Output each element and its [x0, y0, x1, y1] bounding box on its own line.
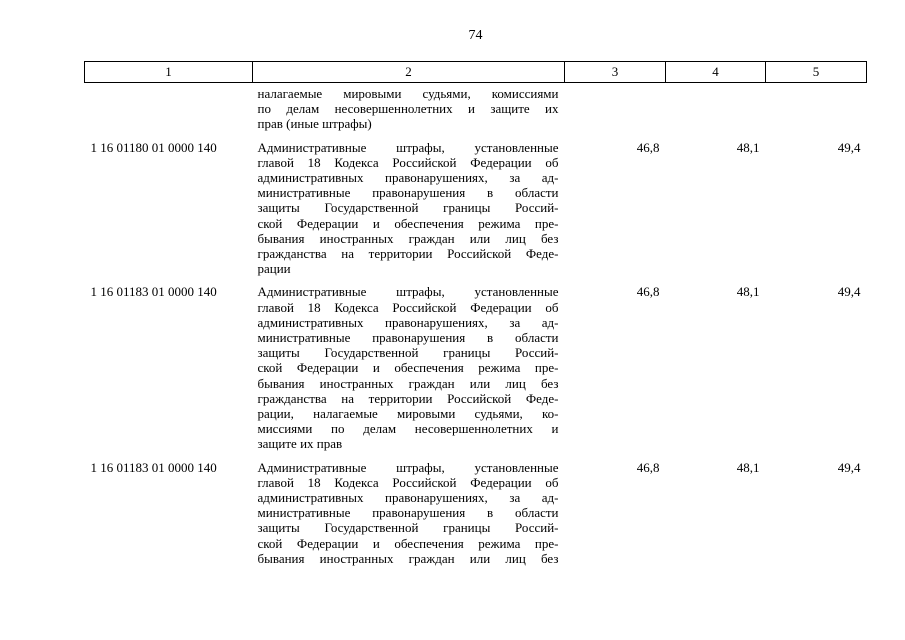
text-line: ской Федерации и обеспечения режима пре- — [257, 215, 559, 231]
value-col-3: 46,8 — [636, 139, 660, 155]
header-col-4: 4 — [666, 62, 766, 83]
text-line: миссиями по делам несовершеннолетних и — [257, 421, 559, 437]
code-cell: 1 16 01183 01 0000 140 — [90, 284, 217, 300]
text-line: налагаемые мировыми судьями, комиссиями — [257, 86, 559, 101]
text-line: Административные штрафы, установленные — [257, 284, 559, 300]
table-row — [85, 132, 867, 277]
text-line: главой 18 Кодекса Российской Федерации об — [257, 474, 559, 490]
table-header — [85, 62, 867, 83]
text-line: бывания иностранных граждан или лиц без — [257, 230, 559, 246]
text-line: Административные штрафы, установленные — [257, 139, 559, 155]
header-col-5: 5 — [766, 62, 867, 83]
text-line: рации — [257, 261, 291, 277]
description-cell — [253, 132, 565, 277]
text-line: Административные штрафы, установленные — [257, 459, 559, 475]
text-line: прав (иные штрафы) — [257, 116, 372, 132]
code-cell: 1 16 01180 01 0000 140 — [90, 139, 217, 155]
text-line: защиты Государственной границы Россий- — [257, 345, 559, 361]
header-row — [85, 62, 867, 83]
value-col-5: 49,4 — [837, 459, 861, 475]
text-line: защиты Государственной границы Россий- — [257, 520, 559, 536]
text-line: административных правонарушениях, за ад- — [257, 314, 559, 330]
text-line: административных правонарушениях, за ад- — [257, 490, 559, 506]
header-col-2: 2 — [253, 62, 565, 83]
value-col-4: 48,1 — [736, 459, 760, 475]
table-body — [85, 83, 867, 567]
text-line: административных правонарушениях, за ад- — [257, 170, 559, 186]
continuation-code-cell — [85, 83, 253, 132]
table-row-continuation — [85, 83, 867, 132]
code-cell: 1 16 01183 01 0000 140 — [90, 459, 217, 475]
value-col-5: 49,4 — [837, 284, 861, 300]
header-col-3: 3 — [565, 62, 666, 83]
text-line: главой 18 Кодекса Российской Федерации об — [257, 299, 559, 315]
text-line: ской Федерации и обеспечения режима пре- — [257, 535, 559, 551]
text-line: рации, налагаемые мировыми судьями, ко- — [257, 406, 559, 422]
text-line: по делам несовершеннолетних и защите их — [257, 101, 559, 117]
table-row — [85, 276, 867, 451]
text-line: бывания иностранных граждан или лиц без — [257, 375, 559, 391]
text-line: ской Федерации и обеспечения режима пре- — [257, 360, 559, 376]
text-line: защите их прав — [257, 436, 343, 452]
text-line: гражданства на территории Российской Феде- — [257, 390, 559, 406]
description-cell — [253, 452, 565, 566]
text-line: главой 18 Кодекса Российской Федерации об — [257, 154, 559, 170]
table-row — [85, 452, 867, 566]
header-col-1: 1 — [85, 62, 253, 83]
value-col-4: 48,1 — [736, 139, 760, 155]
value-col-3: 46,8 — [636, 284, 660, 300]
value-col-4: 48,1 — [736, 284, 760, 300]
text-line: министративные правонарушения в области — [257, 185, 559, 201]
value-col-5: 49,4 — [837, 139, 861, 155]
description-cell — [253, 276, 565, 451]
text-line: бывания иностранных граждан или лиц без — [257, 550, 559, 566]
page-number: 74 — [468, 28, 483, 43]
text-line: министративные правонарушения в области — [257, 505, 559, 521]
continuation-text-cell — [253, 83, 565, 132]
text-line: министративные правонарушения в области — [257, 330, 559, 346]
budget-table — [84, 61, 867, 566]
value-col-3: 46,8 — [636, 459, 660, 475]
text-line: защиты Государственной границы Россий- — [257, 200, 559, 216]
text-line: гражданства на территории Российской Феде- — [257, 246, 559, 262]
